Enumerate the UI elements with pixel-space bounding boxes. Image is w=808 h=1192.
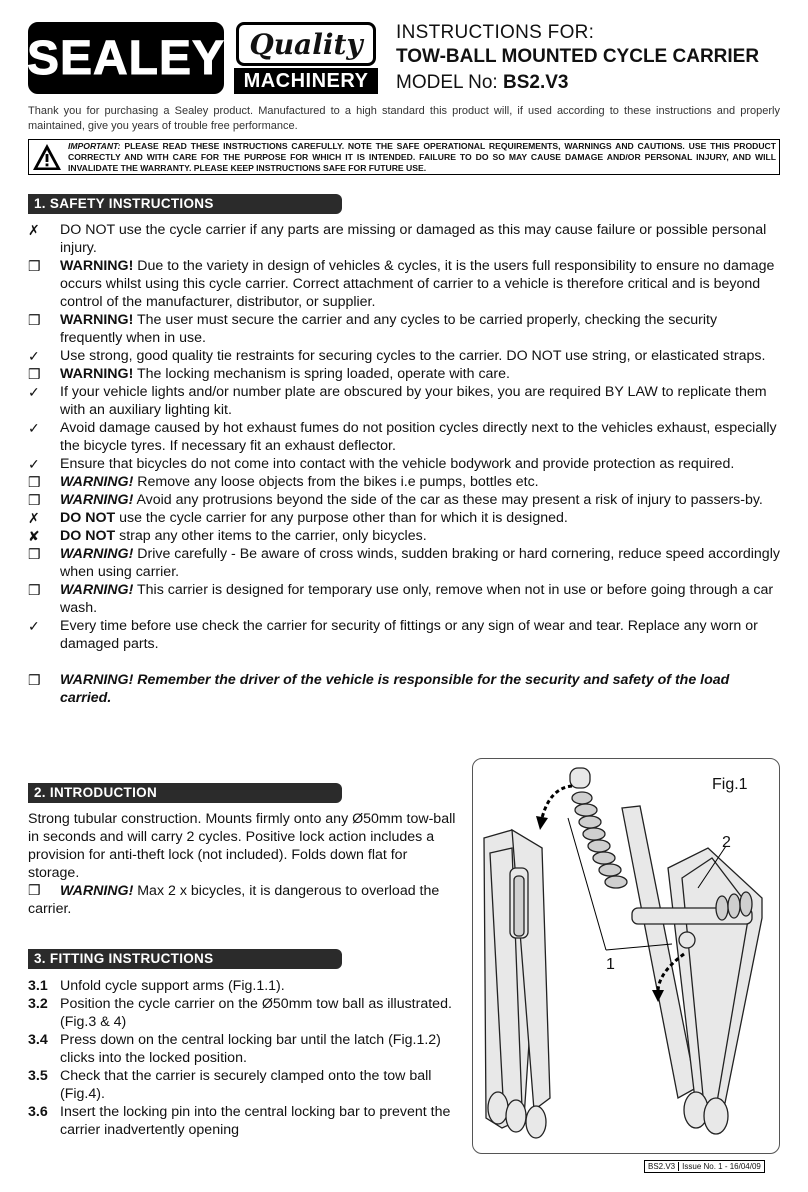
important-warning-text: IMPORTANT: PLEASE READ THESE INSTRUCTIONS CAREFULLY. NOTE THE SAFE OPERATIONAL REQUIREMENTS, WARNINGS AND CAUTIONS. USE THIS PRODUCT CORRECTLY AND WITH CARE FOR THE PURPOSE FOR WHICH IT IS INTENDED. FAILURE TO DO SO MAY CAUSE DAMAGE AND/OR PERSONAL INJURY, AND WILL INVALIDATE THE WARRANTY. PLEASE KEEP INSTRUCTIONS SAFE FOR FUTURE USE. (68, 141, 776, 173)
step-number: 3.5 (28, 1068, 48, 1084)
instructions-for-heading: INSTRUCTIONS FOR: (396, 22, 595, 43)
safety-item (28, 581, 780, 617)
callout-2: 2 (722, 834, 731, 851)
warning-triangle-icon (32, 142, 62, 172)
bullet-symbol: ✓ (28, 348, 40, 364)
fitting-step (28, 995, 468, 1031)
cycle-carrier-illustration (472, 758, 780, 1154)
safety-item-text: DO NOT use the cycle carrier for any purpose other than for which it is designed. (60, 510, 568, 526)
safety-item-text: WARNING! The locking mechanism is spring loaded, operate with care. (60, 366, 510, 382)
safety-item-text: Use strong, good quality tie restraints for securing cycles to the carrier. DO NOT use string, or elasticated straps. (60, 348, 766, 364)
bullet-symbol: ✓ (28, 456, 40, 472)
machinery-text: MACHINERY (234, 68, 378, 94)
safety-item-text: DO NOT use the cycle carrier if any parts are missing or damaged as this may cause failure or possible personal injury. (60, 222, 767, 256)
safety-item (28, 365, 780, 383)
section-introduction-heading: 2. INTRODUCTION (28, 783, 342, 803)
safety-item (28, 473, 780, 491)
safety-item (28, 311, 780, 347)
safety-list (28, 221, 780, 707)
fitting-step (28, 1103, 468, 1139)
bullet-symbol: ❒ (28, 582, 41, 598)
bullet-symbol: ✗ (28, 222, 40, 238)
safety-item (28, 257, 780, 311)
final-warning-text: WARNING! Remember the driver of the vehicle is responsible for the security and safety of the load carried. (60, 672, 730, 706)
step-number: 3.2 (28, 996, 48, 1012)
step-number: 3.6 (28, 1104, 48, 1120)
safety-item (28, 455, 780, 473)
bullet-symbol: ❒ (28, 672, 41, 688)
safety-item (28, 491, 780, 509)
safety-item-text: WARNING! Due to the variety in design of vehicles & cycles, it is the users full responsibility to ensure no damage occurs whilst using this cycle carrier. Correct attachment of carrier to a vehicle is therefore critical and is beyond control of the manufacturer, distributor, or supplier. (60, 258, 775, 310)
safety-item-text: If your vehicle lights and/or number plate are obscured by your bikes, you are required BY LAW to replicate them with an auxiliary lighting kit. (60, 384, 767, 418)
section-safety-heading: 1. SAFETY INSTRUCTIONS (28, 194, 342, 214)
safety-item (28, 545, 780, 581)
bullet-symbol: ✗ (28, 510, 40, 526)
bullet-symbol: ❒ (28, 546, 41, 562)
step-text: Press down on the central locking bar until the latch (Fig.1.2) clicks into the locked position. (60, 1032, 441, 1066)
safety-item-text: WARNING! The user must secure the carrier and any cycles to be carried properly, checking the security frequently when in use. (60, 312, 718, 346)
step-number: 3.4 (28, 1032, 48, 1048)
step-text: Position the cycle carrier on the Ø50mm tow ball as illustrated. (Fig.3 & 4) (60, 996, 452, 1030)
bullet-symbol: ❒ (28, 474, 41, 490)
model-number: MODEL No: BS2.V3 (396, 72, 569, 93)
quality-machinery-logo (234, 22, 378, 94)
safety-item (28, 419, 780, 455)
safety-item-text: DO NOT strap any other items to the carrier, only bicycles. (60, 528, 427, 544)
fitting-step (28, 1067, 468, 1103)
introduction-paragraph: Strong tubular construction. Mounts firmly onto any Ø50mm tow-ball in seconds and will carry 2 cycles. Positive lock action includes a provision for anti-theft lock (not included). Folds down flat for storage. (28, 811, 456, 881)
safety-item-text: Ensure that bicycles do not come into contact with the vehicle bodywork and provide protection as required. (60, 456, 735, 472)
bullet-symbol: ✓ (28, 384, 40, 400)
step-text: Check that the carrier is securely clamped onto the tow ball (Fig.4). (60, 1068, 432, 1102)
safety-item (28, 347, 780, 365)
thank-you-text: Thank you for purchasing a Sealey product. Manufactured to a high standard this product will, if used according to these instructions and properly maintained, give you years of trouble free performance. (28, 105, 780, 132)
safety-item (28, 527, 780, 545)
bullet-symbol: ❒ (28, 258, 41, 274)
bullet-symbol: ❒ (28, 312, 41, 328)
safety-item (28, 383, 780, 419)
product-title: TOW-BALL MOUNTED CYCLE CARRIER (396, 46, 760, 67)
safety-item-text: WARNING! Drive carefully - Be aware of cross winds, sudden braking or hard cornering, reduce speed accordingly when using carrier. (60, 546, 780, 580)
safety-item-text: Avoid damage caused by hot exhaust fumes do not position cycles directly next to the vehicles exhaust, especially the bicycle tyres. If necessary fit an exhaust deflector. (60, 420, 777, 454)
bullet-symbol: ❒ (28, 492, 41, 508)
bullet-symbol: ❒ (28, 366, 41, 382)
step-text: Insert the locking pin into the central locking bar to prevent the carrier inadvertently opening (60, 1104, 451, 1138)
safety-item (28, 221, 780, 257)
safety-item-text: Every time before use check the carrier for security of fittings or any sign of wear and tear. Replace any worn or damaged parts. (60, 618, 758, 652)
safety-item (28, 509, 780, 527)
footer-issue: BS2.V3 Issue No. 1 - 16/04/09 (644, 1160, 765, 1173)
fitting-step (28, 1031, 468, 1067)
safety-item-text: WARNING! Remove any loose objects from the bikes i.e pumps, bottles etc. (60, 474, 539, 490)
introduction-warning: ❒ WARNING! Max 2 x bicycles, it is dangerous to overload the carrier. (28, 883, 440, 917)
figure-label: Fig.1 (712, 776, 748, 793)
sealey-logo: SEALEY (28, 22, 224, 94)
step-number: 3.1 (28, 978, 48, 994)
safety-item-text: WARNING! Avoid any protrusions beyond the side of the car as these may present a risk of injury to passers-by. (60, 492, 763, 508)
step-text: Unfold cycle support arms (Fig.1.1). (60, 978, 285, 994)
safety-item (28, 617, 780, 653)
safety-item-text: WARNING! This carrier is designed for temporary use only, remove when not in use or before going through a car wash. (60, 582, 774, 616)
quality-script-text: Quality (236, 22, 376, 66)
bullet-symbol: ✓ (28, 618, 40, 634)
checkbox-symbol: ❒ (28, 883, 41, 899)
final-warning (28, 671, 748, 707)
fitting-step (28, 977, 468, 995)
bullet-symbol: ✘ (28, 528, 40, 544)
bullet-symbol: ✓ (28, 420, 40, 436)
fitting-list (28, 977, 468, 1139)
section-fitting-heading: 3. FITTING INSTRUCTIONS (28, 949, 342, 969)
callout-1: 1 (606, 956, 615, 973)
